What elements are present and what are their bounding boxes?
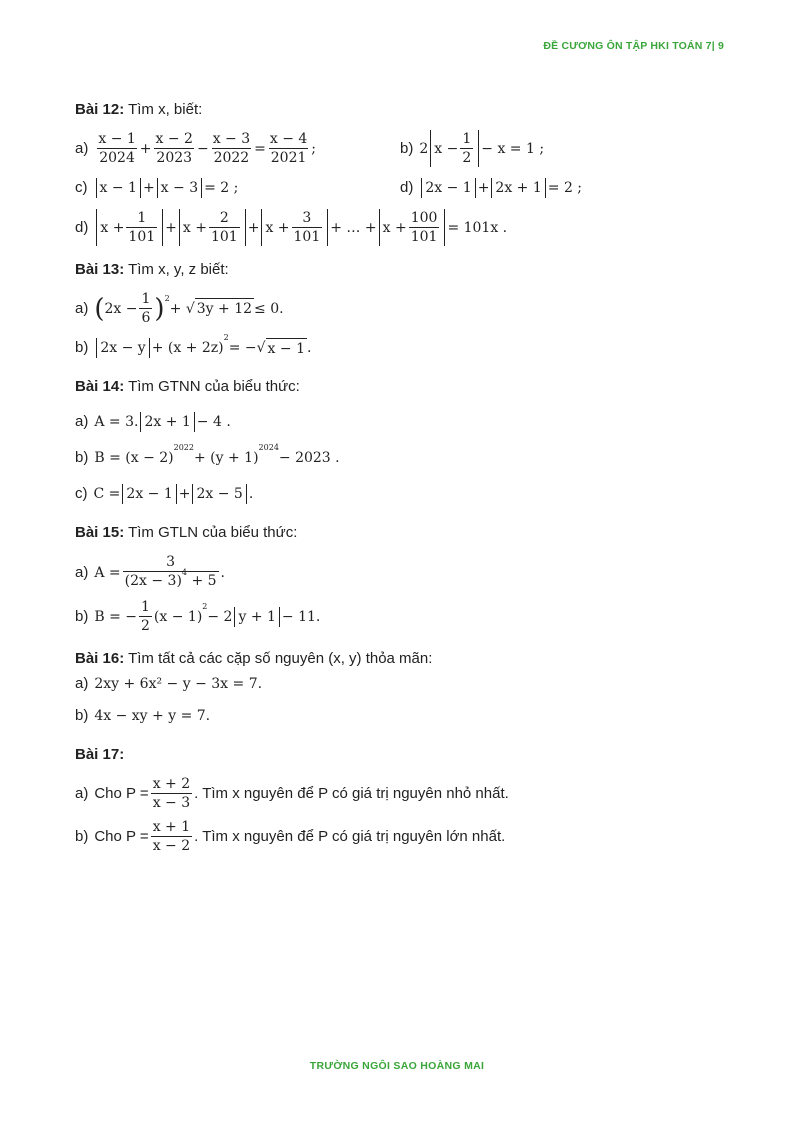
formula-12d2: x + $\frac{1}{101}$ + x + $\frac{2}{101}$ + x + $\frac{3}{101}$ + … + x + $\frac{100}{101}$ = 101x . <box>94 209 507 246</box>
formula-13a: ( 2x − $\frac{1}{6}$ ) 2 + √ 3y + 12 ≤ 0. <box>94 291 284 326</box>
exercise-text: Tìm x, y, z biết: <box>124 261 229 278</box>
formula-13b: 2x − y + (x + 2z) 2 = −√ x − 1 . <box>94 338 311 359</box>
page-header: ĐỀ CƯƠNG ÔN TẬP HKI TOÁN 7| 9 <box>543 40 724 52</box>
exercise-12-row-2 <box>75 173 725 203</box>
exercise-13-title <box>75 260 725 280</box>
exercise-name: Bài 13: <box>75 261 125 278</box>
exercise-16-row-b <box>75 701 725 731</box>
formula-15b: B = − $\frac{1}{2}$ (x − 1) 2 − 2 y + 1 − 11. <box>94 599 321 634</box>
item-prefix: Cho P = <box>94 827 149 845</box>
exercise-text: Tìm GTNN của biểu thức: <box>124 378 300 395</box>
item-label: b) <box>75 707 89 724</box>
formula-15a: A = $\frac{3}{(2x - 3)^4 + 5}$ . <box>94 553 225 592</box>
item-label: d) <box>75 218 89 236</box>
exercise-17-row-a <box>75 775 725 812</box>
item-prefix: Cho P = <box>94 784 149 802</box>
exercise-14-row-c <box>75 479 725 509</box>
exercise-13-row-b <box>75 333 725 363</box>
exercise-12-title <box>75 100 725 120</box>
exercise-14-row-a <box>75 407 725 437</box>
exercise-14-title <box>75 377 725 397</box>
item-label: c) <box>75 179 88 196</box>
formula-16a: 2xy + 6x² − y − 3x = 7. <box>94 676 263 692</box>
exercise-15-row-b <box>75 598 725 635</box>
exercise-12-row-3 <box>75 209 725 246</box>
item-label: c) <box>75 485 88 502</box>
exercise-17-title <box>75 745 725 765</box>
formula-12d: 2x − 1 + 2x + 1 = 2 ; <box>419 178 582 198</box>
exercise-text: Tìm GTLN của biểu thức: <box>124 524 298 541</box>
exercise-name: Bài 16: <box>75 650 125 667</box>
exercise-text: Tìm tất cả các cặp số nguyên (x, y) thỏa mãn: <box>124 650 433 667</box>
formula-12c: x − 1 + x − 3 = 2 ; <box>94 178 239 198</box>
item-text: . Tìm x nguyên để P có giá trị nguyên lớn nhất. <box>194 827 506 845</box>
item-label: b) <box>75 339 89 356</box>
exercise-16-row-a <box>75 673 725 695</box>
exercise-14-row-b <box>75 443 725 473</box>
exercise-text: Tìm x, biết: <box>124 101 203 118</box>
formula-14c: C = 2x − 1 + 2x − 5 . <box>93 486 254 502</box>
exercise-15-row-a <box>75 553 725 592</box>
formula-12b: 2 x − $\frac{1}{2}$ − x = 1 ; <box>419 131 545 166</box>
exercise-17-row-b <box>75 818 725 855</box>
item-label: a) <box>75 563 89 581</box>
exercise-13-row-a <box>75 290 725 327</box>
item-label: a) <box>75 784 89 802</box>
exercise-name: Bài 12: <box>75 101 125 118</box>
item-label: d) <box>400 179 414 196</box>
item-label: a) <box>75 299 89 317</box>
item-label: a) <box>75 413 89 430</box>
formula-17b: $\frac{x + 1}{x - 2}$ <box>152 819 191 854</box>
formula-17a: $\frac{x + 2}{x - 3}$ <box>152 776 191 811</box>
item-label: a) <box>75 139 89 157</box>
item-label: b) <box>75 607 89 625</box>
item-text: . Tìm x nguyên để P có giá trị nguyên nhỏ nhất. <box>194 784 509 802</box>
formula-14b: B = (x − 2) 2022 + (y + 1) 2024 − 2023 . <box>94 443 340 466</box>
exercise-15-title <box>75 523 725 543</box>
exercise-12-row-1 <box>75 130 725 167</box>
item-label: a) <box>75 675 89 692</box>
page-content <box>75 100 725 861</box>
exercise-name: Bài 14: <box>75 378 125 395</box>
exercise-16-title <box>75 649 725 669</box>
formula-16b: 4x − xy + y = 7. <box>94 708 211 724</box>
item-label: b) <box>75 827 89 845</box>
formula-14a: A = 3. 2x + 1 − 4 . <box>94 414 231 430</box>
exercise-name: Bài 17: <box>75 746 125 763</box>
page-footer: TRƯỜNG NGÔI SAO HOÀNG MAI <box>309 1060 485 1072</box>
formula-12a: $\frac{x - 1}{2024}$ + $\frac{x - 2}{2023}$ − $\frac{x - 3}{2022}$ = $\frac{x - 4}{2021}$ ; <box>98 131 317 166</box>
exercise-name: Bài 15: <box>75 524 125 541</box>
item-label: b) <box>75 449 89 466</box>
item-label: b) <box>400 139 414 157</box>
